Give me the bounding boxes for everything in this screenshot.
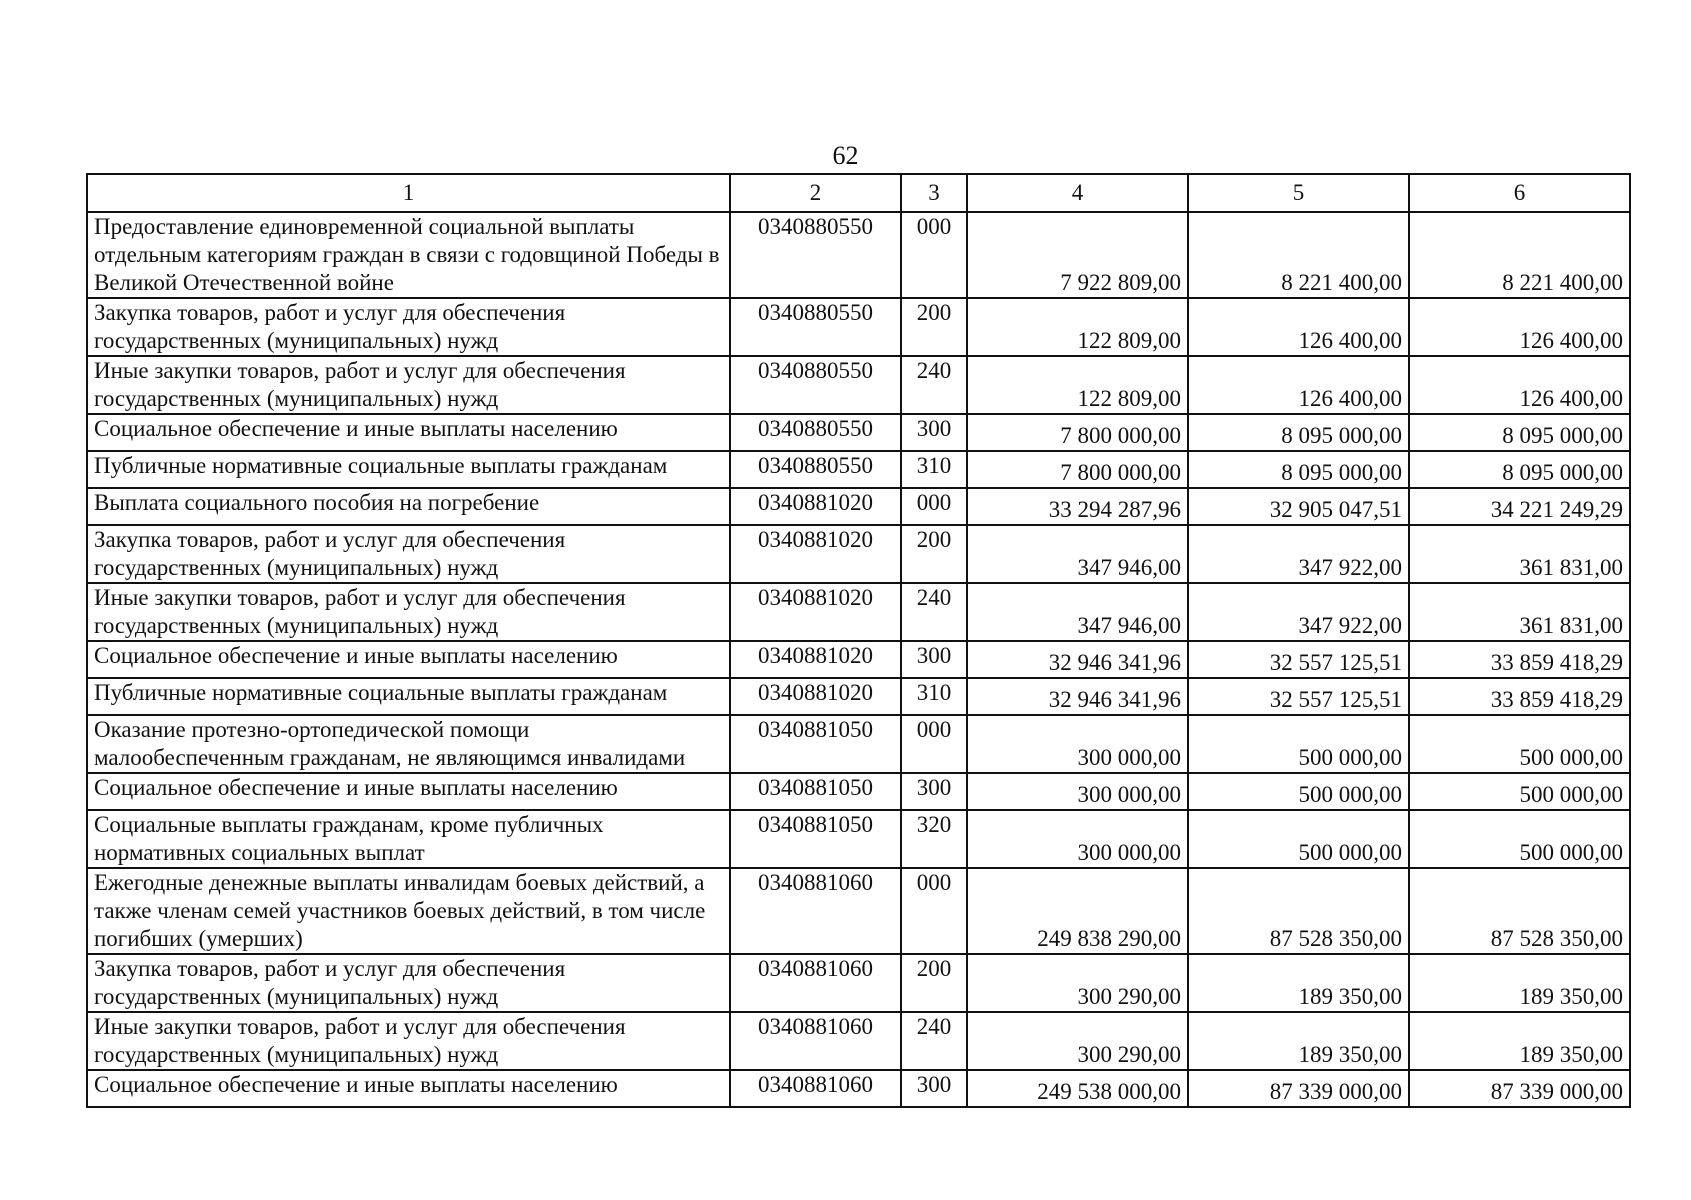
row-amount-col4-cell: 249 538 000,00 — [967, 1070, 1188, 1107]
budget-table — [86, 173, 1631, 1108]
row-code-cell: 0340881020 — [730, 583, 901, 641]
row-amount-col4-cell: 7 922 809,00 — [967, 212, 1188, 298]
row-type-cell: 000 — [901, 212, 967, 298]
column-header: 1 — [87, 174, 730, 212]
row-type-cell: 310 — [901, 451, 967, 488]
row-amount-col6-cell: 126 400,00 — [1409, 298, 1630, 356]
row-code-cell: 0340881060 — [730, 954, 901, 1012]
row-type-cell: 320 — [901, 810, 967, 868]
table-row — [87, 868, 1630, 954]
row-name-cell: Закупка товаров, работ и услуг для обеспечения государственных (муниципальных) нужд — [87, 954, 730, 1012]
row-name-cell: Оказание протезно-ортопедической помощи малообеспеченным гражданам, не являющимся инвалидами — [87, 715, 730, 773]
row-amount-col5-cell: 189 350,00 — [1188, 1012, 1409, 1070]
row-name-cell: Социальные выплаты гражданам, кроме публичных нормативных социальных выплат — [87, 810, 730, 868]
row-code-cell: 0340881020 — [730, 525, 901, 583]
row-amount-col4-cell: 7 800 000,00 — [967, 451, 1188, 488]
row-amount-col6-cell: 126 400,00 — [1409, 356, 1630, 414]
column-header: 6 — [1409, 174, 1630, 212]
row-name-cell: Предоставление единовременной социальной выплаты отдельным категориям граждан в связи с годовщиной Победы в Великой Отечественной войне — [87, 212, 730, 298]
row-name-cell: Иные закупки товаров, работ и услуг для обеспечения государственных (муниципальных) нужд — [87, 583, 730, 641]
row-name-cell: Закупка товаров, работ и услуг для обеспечения государственных (муниципальных) нужд — [87, 298, 730, 356]
row-amount-col4-cell: 300 000,00 — [967, 773, 1188, 810]
row-code-cell: 0340881060 — [730, 868, 901, 954]
row-amount-col6-cell: 8 221 400,00 — [1409, 212, 1630, 298]
header-row — [87, 174, 1630, 212]
table-row — [87, 678, 1630, 715]
row-name-cell: Публичные нормативные социальные выплаты гражданам — [87, 678, 730, 715]
row-amount-col4-cell: 347 946,00 — [967, 525, 1188, 583]
row-name-cell: Иные закупки товаров, работ и услуг для обеспечения государственных (муниципальных) нужд — [87, 1012, 730, 1070]
row-name-cell: Публичные нормативные социальные выплаты гражданам — [87, 451, 730, 488]
page-number: 62 — [832, 141, 859, 170]
row-code-cell: 0340881060 — [730, 1070, 901, 1107]
row-amount-col5-cell: 189 350,00 — [1188, 954, 1409, 1012]
row-name-cell: Ежегодные денежные выплаты инвалидам боевых действий, а также членам семей участников боевых действий, в том числе погибших (умерших) — [87, 868, 730, 954]
row-name-cell: Социальное обеспечение и иные выплаты населению — [87, 1070, 730, 1107]
row-amount-col4-cell: 7 800 000,00 — [967, 414, 1188, 451]
row-type-cell: 300 — [901, 641, 967, 678]
column-header: 5 — [1188, 174, 1409, 212]
table-row — [87, 583, 1630, 641]
row-amount-col5-cell: 32 557 125,51 — [1188, 678, 1409, 715]
table-row — [87, 1012, 1630, 1070]
row-amount-col6-cell: 33 859 418,29 — [1409, 678, 1630, 715]
row-code-cell: 0340880550 — [730, 414, 901, 451]
row-name-cell: Закупка товаров, работ и услуг для обеспечения государственных (муниципальных) нужд — [87, 525, 730, 583]
row-amount-col5-cell: 87 339 000,00 — [1188, 1070, 1409, 1107]
row-code-cell: 0340880550 — [730, 298, 901, 356]
row-code-cell: 0340881050 — [730, 810, 901, 868]
row-type-cell: 200 — [901, 954, 967, 1012]
row-amount-col6-cell: 8 095 000,00 — [1409, 451, 1630, 488]
table-row — [87, 1070, 1630, 1107]
table-row — [87, 298, 1630, 356]
row-code-cell: 0340880550 — [730, 212, 901, 298]
table-row — [87, 488, 1630, 525]
row-code-cell: 0340880550 — [730, 356, 901, 414]
row-amount-col6-cell: 500 000,00 — [1409, 810, 1630, 868]
row-amount-col5-cell: 347 922,00 — [1188, 583, 1409, 641]
row-amount-col4-cell: 32 946 341,96 — [967, 641, 1188, 678]
row-code-cell: 0340881020 — [730, 678, 901, 715]
row-amount-col6-cell: 500 000,00 — [1409, 715, 1630, 773]
row-type-cell: 240 — [901, 1012, 967, 1070]
row-type-cell: 300 — [901, 414, 967, 451]
row-amount-col6-cell: 33 859 418,29 — [1409, 641, 1630, 678]
row-type-cell: 200 — [901, 525, 967, 583]
row-type-cell: 240 — [901, 583, 967, 641]
table-row — [87, 954, 1630, 1012]
table-row — [87, 641, 1630, 678]
row-amount-col4-cell: 300 290,00 — [967, 1012, 1188, 1070]
row-type-cell: 200 — [901, 298, 967, 356]
row-amount-col4-cell: 122 809,00 — [967, 356, 1188, 414]
table-row — [87, 356, 1630, 414]
row-amount-col4-cell: 32 946 341,96 — [967, 678, 1188, 715]
row-name-cell: Социальное обеспечение и иные выплаты населению — [87, 641, 730, 678]
row-amount-col5-cell: 500 000,00 — [1188, 810, 1409, 868]
table-row — [87, 451, 1630, 488]
row-amount-col4-cell: 347 946,00 — [967, 583, 1188, 641]
row-amount-col6-cell: 8 095 000,00 — [1409, 414, 1630, 451]
row-type-cell: 300 — [901, 1070, 967, 1107]
row-amount-col5-cell: 32 905 047,51 — [1188, 488, 1409, 525]
column-header: 3 — [901, 174, 967, 212]
row-name-cell: Социальное обеспечение и иные выплаты населению — [87, 773, 730, 810]
row-type-cell: 000 — [901, 715, 967, 773]
table-row — [87, 525, 1630, 583]
row-code-cell: 0340880550 — [730, 451, 901, 488]
row-amount-col5-cell: 126 400,00 — [1188, 356, 1409, 414]
row-amount-col6-cell: 34 221 249,29 — [1409, 488, 1630, 525]
row-amount-col5-cell: 8 095 000,00 — [1188, 414, 1409, 451]
row-amount-col4-cell: 122 809,00 — [967, 298, 1188, 356]
column-header: 2 — [730, 174, 901, 212]
row-amount-col6-cell: 500 000,00 — [1409, 773, 1630, 810]
row-amount-col4-cell: 33 294 287,96 — [967, 488, 1188, 525]
row-amount-col5-cell: 8 221 400,00 — [1188, 212, 1409, 298]
table-row — [87, 810, 1630, 868]
row-amount-col6-cell: 189 350,00 — [1409, 954, 1630, 1012]
row-name-cell: Социальное обеспечение и иные выплаты населению — [87, 414, 730, 451]
row-code-cell: 0340881060 — [730, 1012, 901, 1070]
row-amount-col5-cell: 347 922,00 — [1188, 525, 1409, 583]
row-amount-col5-cell: 32 557 125,51 — [1188, 641, 1409, 678]
row-amount-col5-cell: 500 000,00 — [1188, 715, 1409, 773]
row-amount-col5-cell: 8 095 000,00 — [1188, 451, 1409, 488]
row-type-cell: 000 — [901, 488, 967, 525]
row-code-cell: 0340881020 — [730, 488, 901, 525]
row-amount-col5-cell: 126 400,00 — [1188, 298, 1409, 356]
row-amount-col4-cell: 300 000,00 — [967, 715, 1188, 773]
row-amount-col6-cell: 87 339 000,00 — [1409, 1070, 1630, 1107]
table-row — [87, 414, 1630, 451]
row-type-cell: 310 — [901, 678, 967, 715]
row-type-cell: 240 — [901, 356, 967, 414]
row-code-cell: 0340881050 — [730, 715, 901, 773]
row-amount-col4-cell: 249 838 290,00 — [967, 868, 1188, 954]
table-row — [87, 212, 1630, 298]
row-amount-col5-cell: 87 528 350,00 — [1188, 868, 1409, 954]
table-row — [87, 773, 1630, 810]
row-type-cell: 300 — [901, 773, 967, 810]
table-row — [87, 715, 1630, 773]
row-code-cell: 0340881050 — [730, 773, 901, 810]
row-amount-col4-cell: 300 290,00 — [967, 954, 1188, 1012]
row-amount-col6-cell: 87 528 350,00 — [1409, 868, 1630, 954]
row-name-cell: Иные закупки товаров, работ и услуг для обеспечения государственных (муниципальных) нужд — [87, 356, 730, 414]
row-amount-col6-cell: 189 350,00 — [1409, 1012, 1630, 1070]
row-amount-col5-cell: 500 000,00 — [1188, 773, 1409, 810]
row-amount-col4-cell: 300 000,00 — [967, 810, 1188, 868]
row-amount-col6-cell: 361 831,00 — [1409, 525, 1630, 583]
row-amount-col6-cell: 361 831,00 — [1409, 583, 1630, 641]
column-header: 4 — [967, 174, 1188, 212]
row-type-cell: 000 — [901, 868, 967, 954]
row-name-cell: Выплата социального пособия на погребение — [87, 488, 730, 525]
row-code-cell: 0340881020 — [730, 641, 901, 678]
